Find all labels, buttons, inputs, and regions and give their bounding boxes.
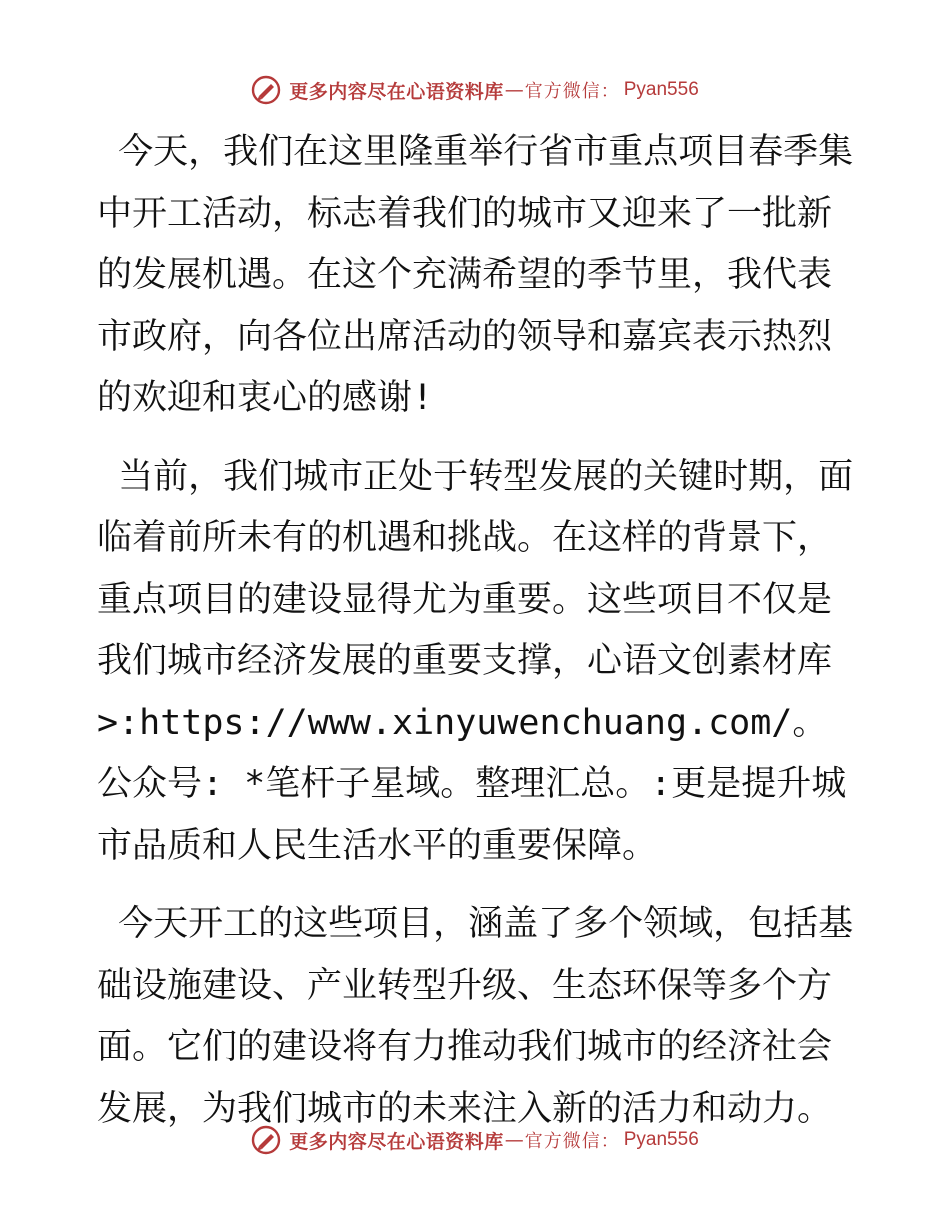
wechat-id: Pyan556	[623, 1129, 699, 1150]
banner-separator: —	[504, 1129, 524, 1151]
paragraph: 今天，我们在这里隆重举行省市重点项目春季集中开工活动，标志着我们的城市又迎来了一批新的发展机遇。在这个充满希望的季节里，我代表市政府，向各位出席活动的领导和嘉宾表示热烈的欢迎和衷心的感谢!	[97, 132, 854, 418]
wechat-id: Pyan556	[623, 79, 699, 100]
paragraph: 今天开工的这些项目，涵盖了多个领域，包括基础设施建设、产业转型升级、生态环保等多个方面。它们的建设将有力推动我们城市的经济社会发展，为我们城市的未来注入新的活力和动力。	[97, 904, 854, 1129]
paragraph: 当前，我们城市正处于转型发展的关键时期，面临着前所未有的机遇和挑战。在这样的背景下，重点项目的建设显得尤为重要。这些项目不仅是我们城市经济发展的重要支撑，心语文创素材库>:https://www.xinyuwenchuang.com/。公众号: *笔杆子星域。整理汇总。:更是提升城市品质和人民生活水平的重要保障。	[97, 456, 854, 866]
banner-title: 更多内容尽在心语资料库	[289, 80, 504, 103]
footer-banner	[0, 1120, 950, 1160]
wechat-label: 官方微信：	[524, 81, 620, 102]
document-body	[97, 122, 857, 1157]
pen-logo-icon	[251, 1125, 281, 1155]
header-banner	[0, 70, 950, 110]
banner-title: 更多内容尽在心语资料库	[289, 1130, 504, 1153]
banner-separator: —	[504, 79, 524, 101]
pen-logo-icon	[251, 75, 281, 105]
wechat-label: 官方微信：	[524, 1131, 620, 1152]
